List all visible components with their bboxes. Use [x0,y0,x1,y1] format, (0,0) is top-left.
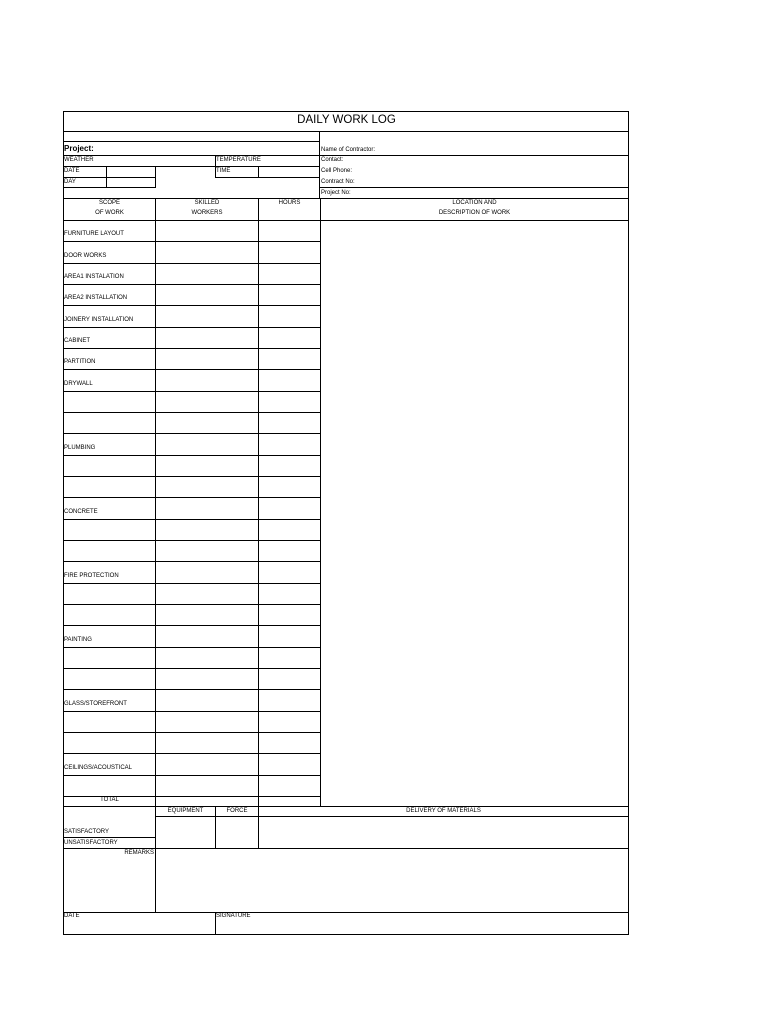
scope-header: SCOPE [98,200,120,206]
page-title: DAILY WORK LOG [297,114,396,126]
table-row[interactable] [156,328,320,348]
table-row[interactable] [156,306,320,326]
location-description-area[interactable] [321,221,628,806]
work-item-label: FURNITURE LAYOUT [64,231,124,237]
border-line [63,837,156,838]
delivery-input[interactable] [259,817,628,848]
weather-input[interactable] [107,156,214,166]
force-label: FORCE [226,808,248,814]
border-line [63,806,629,807]
skilled-header-line2: WORKERS [191,210,223,216]
delivery-label: DELIVERY OF MATERIALS [406,808,481,814]
project-input[interactable] [100,142,319,155]
work-item-label: JOINERY INSTALLATION [64,317,134,323]
project-no-label: Project No: [321,190,351,196]
work-item-label: CEILINGS/ACOUSTICAL [64,765,133,771]
skilled-header: SKILLED [194,200,220,206]
project-label: Project: [64,144,94,153]
table-row[interactable] [156,520,320,540]
work-item-label: AREA1 INSTALATION [64,274,124,280]
location-header: LOCATION AND [452,200,497,206]
table-row[interactable] [156,221,320,241]
table-row[interactable] [156,392,320,412]
work-item-label: PARTITION [64,359,96,365]
cell-phone-label: Cell Phone: [321,168,353,174]
table-row[interactable] [156,349,320,369]
location-header-line2: DESCRIPTION OF WORK [438,210,511,216]
table-row[interactable] [156,584,320,604]
table-row[interactable] [156,477,320,497]
time-label: TIME [216,168,231,174]
signature-label: SIGNATURE [216,913,251,919]
table-row[interactable] [156,754,320,774]
border-line [63,187,156,188]
border-line [215,177,320,178]
day-input[interactable] [107,178,155,187]
table-row[interactable] [156,242,320,262]
remarks-label: REMARKS [124,850,154,856]
time-input[interactable] [259,167,319,177]
border-line [319,187,629,188]
remarks-input[interactable] [156,849,628,912]
equipment-label: EQUIPMENT [167,808,204,814]
bottom-date-label: DATE [64,913,80,919]
hours-header: HOURS [278,200,301,206]
work-item-label: GLASS/STOREFRONT [64,701,127,707]
contractor-label: Name of Contractor: [321,147,376,153]
total-label: TOTAL [100,797,119,803]
table-row[interactable] [156,285,320,305]
work-item-label: CONCRETE [64,509,98,515]
table-row[interactable] [156,605,320,625]
table-row[interactable] [156,434,320,454]
contact-label: Contact: [321,157,344,163]
date-field[interactable] [90,913,214,934]
scope-header-line2: OF WORK [95,210,124,216]
work-item-label: AREA2 INSTALLATION [64,295,128,301]
work-item-label: CABINET [64,338,91,344]
work-item-label: PLUMBING [64,445,96,451]
day-label: DAY [64,179,76,185]
border-line [63,111,629,112]
unsatisfactory-label: UNSATISFACTORY [64,840,118,846]
temperature-input[interactable] [259,156,319,166]
date-input[interactable] [107,167,155,177]
table-row[interactable] [156,456,320,476]
table-row[interactable] [156,413,320,433]
border-line [63,131,629,132]
work-item-label: DRYWALL [64,381,93,387]
table-row[interactable] [156,626,320,646]
contract-no-label: Contract No: [321,179,355,185]
table-row[interactable] [156,733,320,753]
border-line [63,198,629,199]
work-item-label: FIRE PROTECTION [64,573,119,579]
table-row[interactable] [156,498,320,518]
contractor-input[interactable] [385,142,628,155]
weather-label: WEATHER [64,157,94,163]
table-row[interactable] [156,669,320,689]
border-line [155,166,156,188]
table-row[interactable] [156,712,320,732]
table-row[interactable] [156,370,320,390]
table-row[interactable] [156,264,320,284]
signature-field[interactable] [260,913,628,934]
work-item-label: PAINTING [64,637,92,643]
border-line [63,934,629,935]
table-row[interactable] [156,776,320,796]
temperature-label: TEMPERATURE [216,157,261,163]
satisfactory-label: SATISFACTORY [64,829,110,835]
date-label: DATE [64,168,80,174]
table-row[interactable] [156,562,320,582]
table-row[interactable] [156,690,320,710]
table-row[interactable] [156,648,320,668]
table-row[interactable] [156,541,320,561]
border-line [628,111,629,935]
work-item-label: DOOR WORKS [64,253,107,259]
